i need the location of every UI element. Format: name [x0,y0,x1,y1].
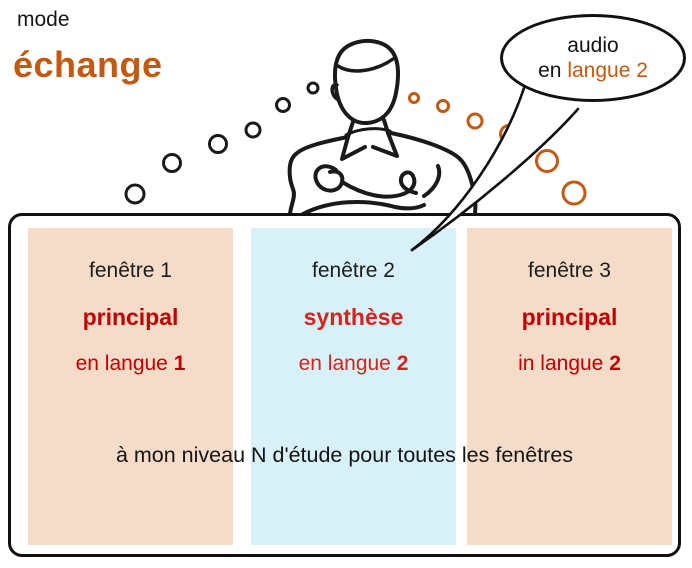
bubble-line-1: audio [567,33,619,57]
window-language [299,352,409,376]
window-name: fenêtre 3 [528,259,611,282]
language-prefix: in langue [518,352,610,375]
page-title: échange [13,44,163,85]
window-fenetre-3 [467,228,672,545]
bubble-line-2-prefix: en [538,58,568,82]
window-fenetre-2 [251,228,456,545]
language-number: 2 [609,352,621,375]
language-prefix: en langue [298,352,397,375]
person-body [289,40,476,216]
window-name: fenêtre 1 [89,259,172,282]
bubble-line-2 [538,59,648,83]
windows-panel [8,213,681,557]
window-role: principal [521,304,618,330]
footer-note: à mon niveau N d'étude pour toutes les fenêtres [115,443,574,467]
window-language [518,352,621,376]
language-prefix: en langue [75,352,174,375]
bubble-line-2-highlight: langue 2 [567,58,648,82]
speech-bubble [500,14,686,102]
window-fenetre-1 [28,228,233,545]
mode-label: mode [17,8,70,31]
language-number: 2 [396,352,409,375]
window-name: fenêtre 2 [312,259,395,282]
language-number: 1 [173,352,186,375]
window-role: principal [82,304,179,330]
thought-dots-icon [126,83,318,203]
window-role: synthèse [303,304,404,330]
window-language [76,352,186,376]
